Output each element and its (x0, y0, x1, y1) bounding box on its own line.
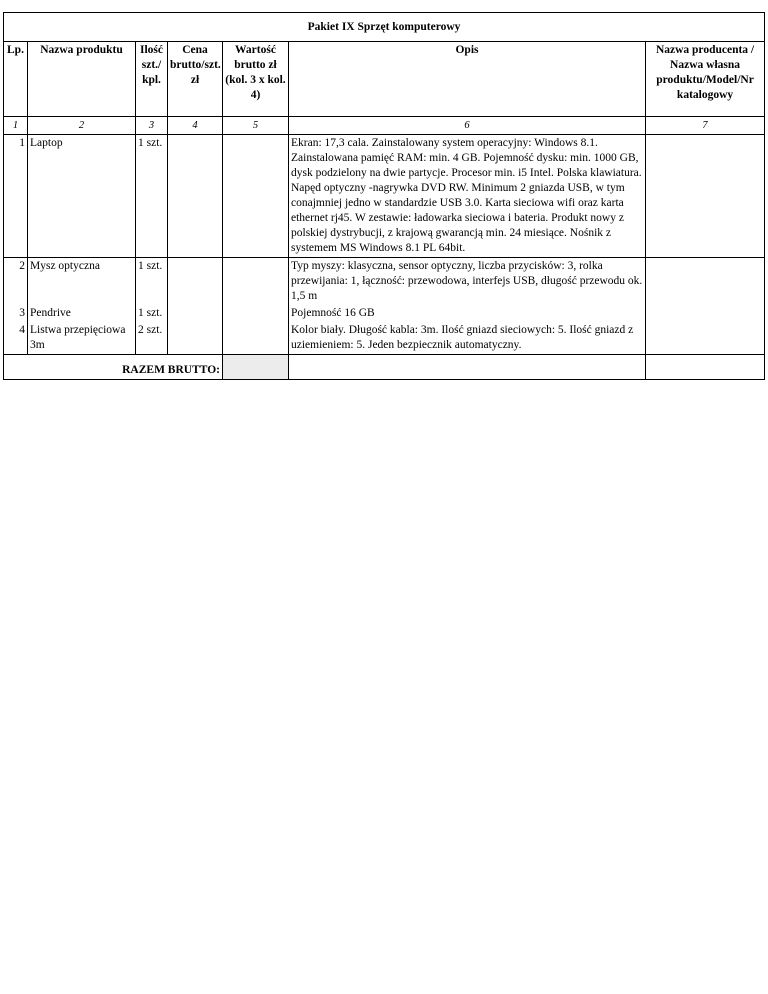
total-empty-cell (646, 355, 765, 380)
row-cena-cell[interactable] (168, 135, 223, 258)
total-empty-cell (289, 355, 646, 380)
column-number: 4 (168, 117, 223, 135)
header-producent: Nazwa producenta / Nazwa własna produktu/Model/Nr katalogowy (646, 42, 765, 117)
row-producent-cell[interactable] (646, 258, 765, 306)
row-cena-cell[interactable] (168, 258, 223, 306)
row-producent-cell[interactable] (646, 135, 765, 258)
row-lp: 1 (4, 135, 28, 258)
header-opis: Opis (289, 42, 646, 117)
row-nazwa: Pendrive (28, 305, 136, 322)
total-label: RAZEM BRUTTO: (4, 355, 223, 380)
row-ilosc: 2 szt. (136, 322, 168, 355)
column-number: 5 (223, 117, 289, 135)
table-row (4, 135, 765, 258)
row-cena-cell[interactable] (168, 322, 223, 355)
row-producent-cell[interactable] (646, 322, 765, 355)
column-number: 1 (4, 117, 28, 135)
table-row (4, 305, 765, 322)
row-nazwa: Laptop (28, 135, 136, 258)
column-number: 2 (28, 117, 136, 135)
header-ilosc: Ilość szt./ kpl. (136, 42, 168, 117)
package-title: Pakiet IX Sprzęt komputerowy (4, 13, 765, 42)
column-number: 3 (136, 117, 168, 135)
row-opis: Pojemność 16 GB (289, 305, 646, 322)
row-lp: 4 (4, 322, 28, 355)
row-ilosc: 1 szt. (136, 135, 168, 258)
table-row (4, 322, 765, 355)
header-cena: Cena brutto/szt. zł (168, 42, 223, 117)
row-wartosc-cell[interactable] (223, 135, 289, 258)
row-opis: Ekran: 17,3 cala. Zainstalowany system operacyjny: Windows 8.1. Zainstalowana pamięć RAM: min. 4 GB. Pojemność dysku: min. 1000 GB, dysk podzielony na dwie partycje. Procesor min. i5 Intel. Polska klawiatura. Napęd optyczny -nagrywka DVD RW. Minimum 2 gniazda USB, w tym conajmniej jedno w standardzie USB 3.0. Karta sieciowa wifi oraz karta ethernet rj45. W zestawie: ładowarka sieciowa i bateria. Produkt nowy z polskiej dystrybucji, z krajową gwarancją min. 24 miesiące. Nośnik z systemem MS Windows 8.1 PL 64bit. (289, 135, 646, 258)
row-lp: 3 (4, 305, 28, 322)
row-lp: 2 (4, 258, 28, 306)
header-wartosc: Wartość brutto zł (kol. 3 x kol. 4) (223, 42, 289, 117)
row-nazwa: Listwa przepięciowa 3m (28, 322, 136, 355)
row-opis: Kolor biały. Długość kabla: 3m. Ilość gniazd sieciowych: 5. Ilość gniazd z uziemieniem: 5. Jeden bezpiecznik automatyczny. (289, 322, 646, 355)
product-table (3, 12, 765, 380)
row-wartosc-cell[interactable] (223, 322, 289, 355)
row-ilosc: 1 szt. (136, 258, 168, 306)
row-wartosc-cell[interactable] (223, 258, 289, 306)
column-number: 7 (646, 117, 765, 135)
row-opis: Typ myszy: klasyczna, sensor optyczny, liczba przycisków: 3, rolka przewijania: 1, łączność: przewodowa, interfejs USB, długość przewodu ok. 1,5 m (289, 258, 646, 306)
total-value-cell[interactable] (223, 355, 289, 380)
row-wartosc-cell[interactable] (223, 305, 289, 322)
table-row (4, 258, 765, 306)
column-numbers-row (4, 117, 765, 135)
row-cena-cell[interactable] (168, 305, 223, 322)
row-producent-cell[interactable] (646, 305, 765, 322)
header-nazwa: Nazwa produktu (28, 42, 136, 117)
header-lp: Lp. (4, 42, 28, 117)
total-row (4, 355, 765, 380)
column-number: 6 (289, 117, 646, 135)
tender-form (3, 12, 764, 380)
row-ilosc: 1 szt. (136, 305, 168, 322)
row-nazwa: Mysz optyczna (28, 258, 136, 306)
